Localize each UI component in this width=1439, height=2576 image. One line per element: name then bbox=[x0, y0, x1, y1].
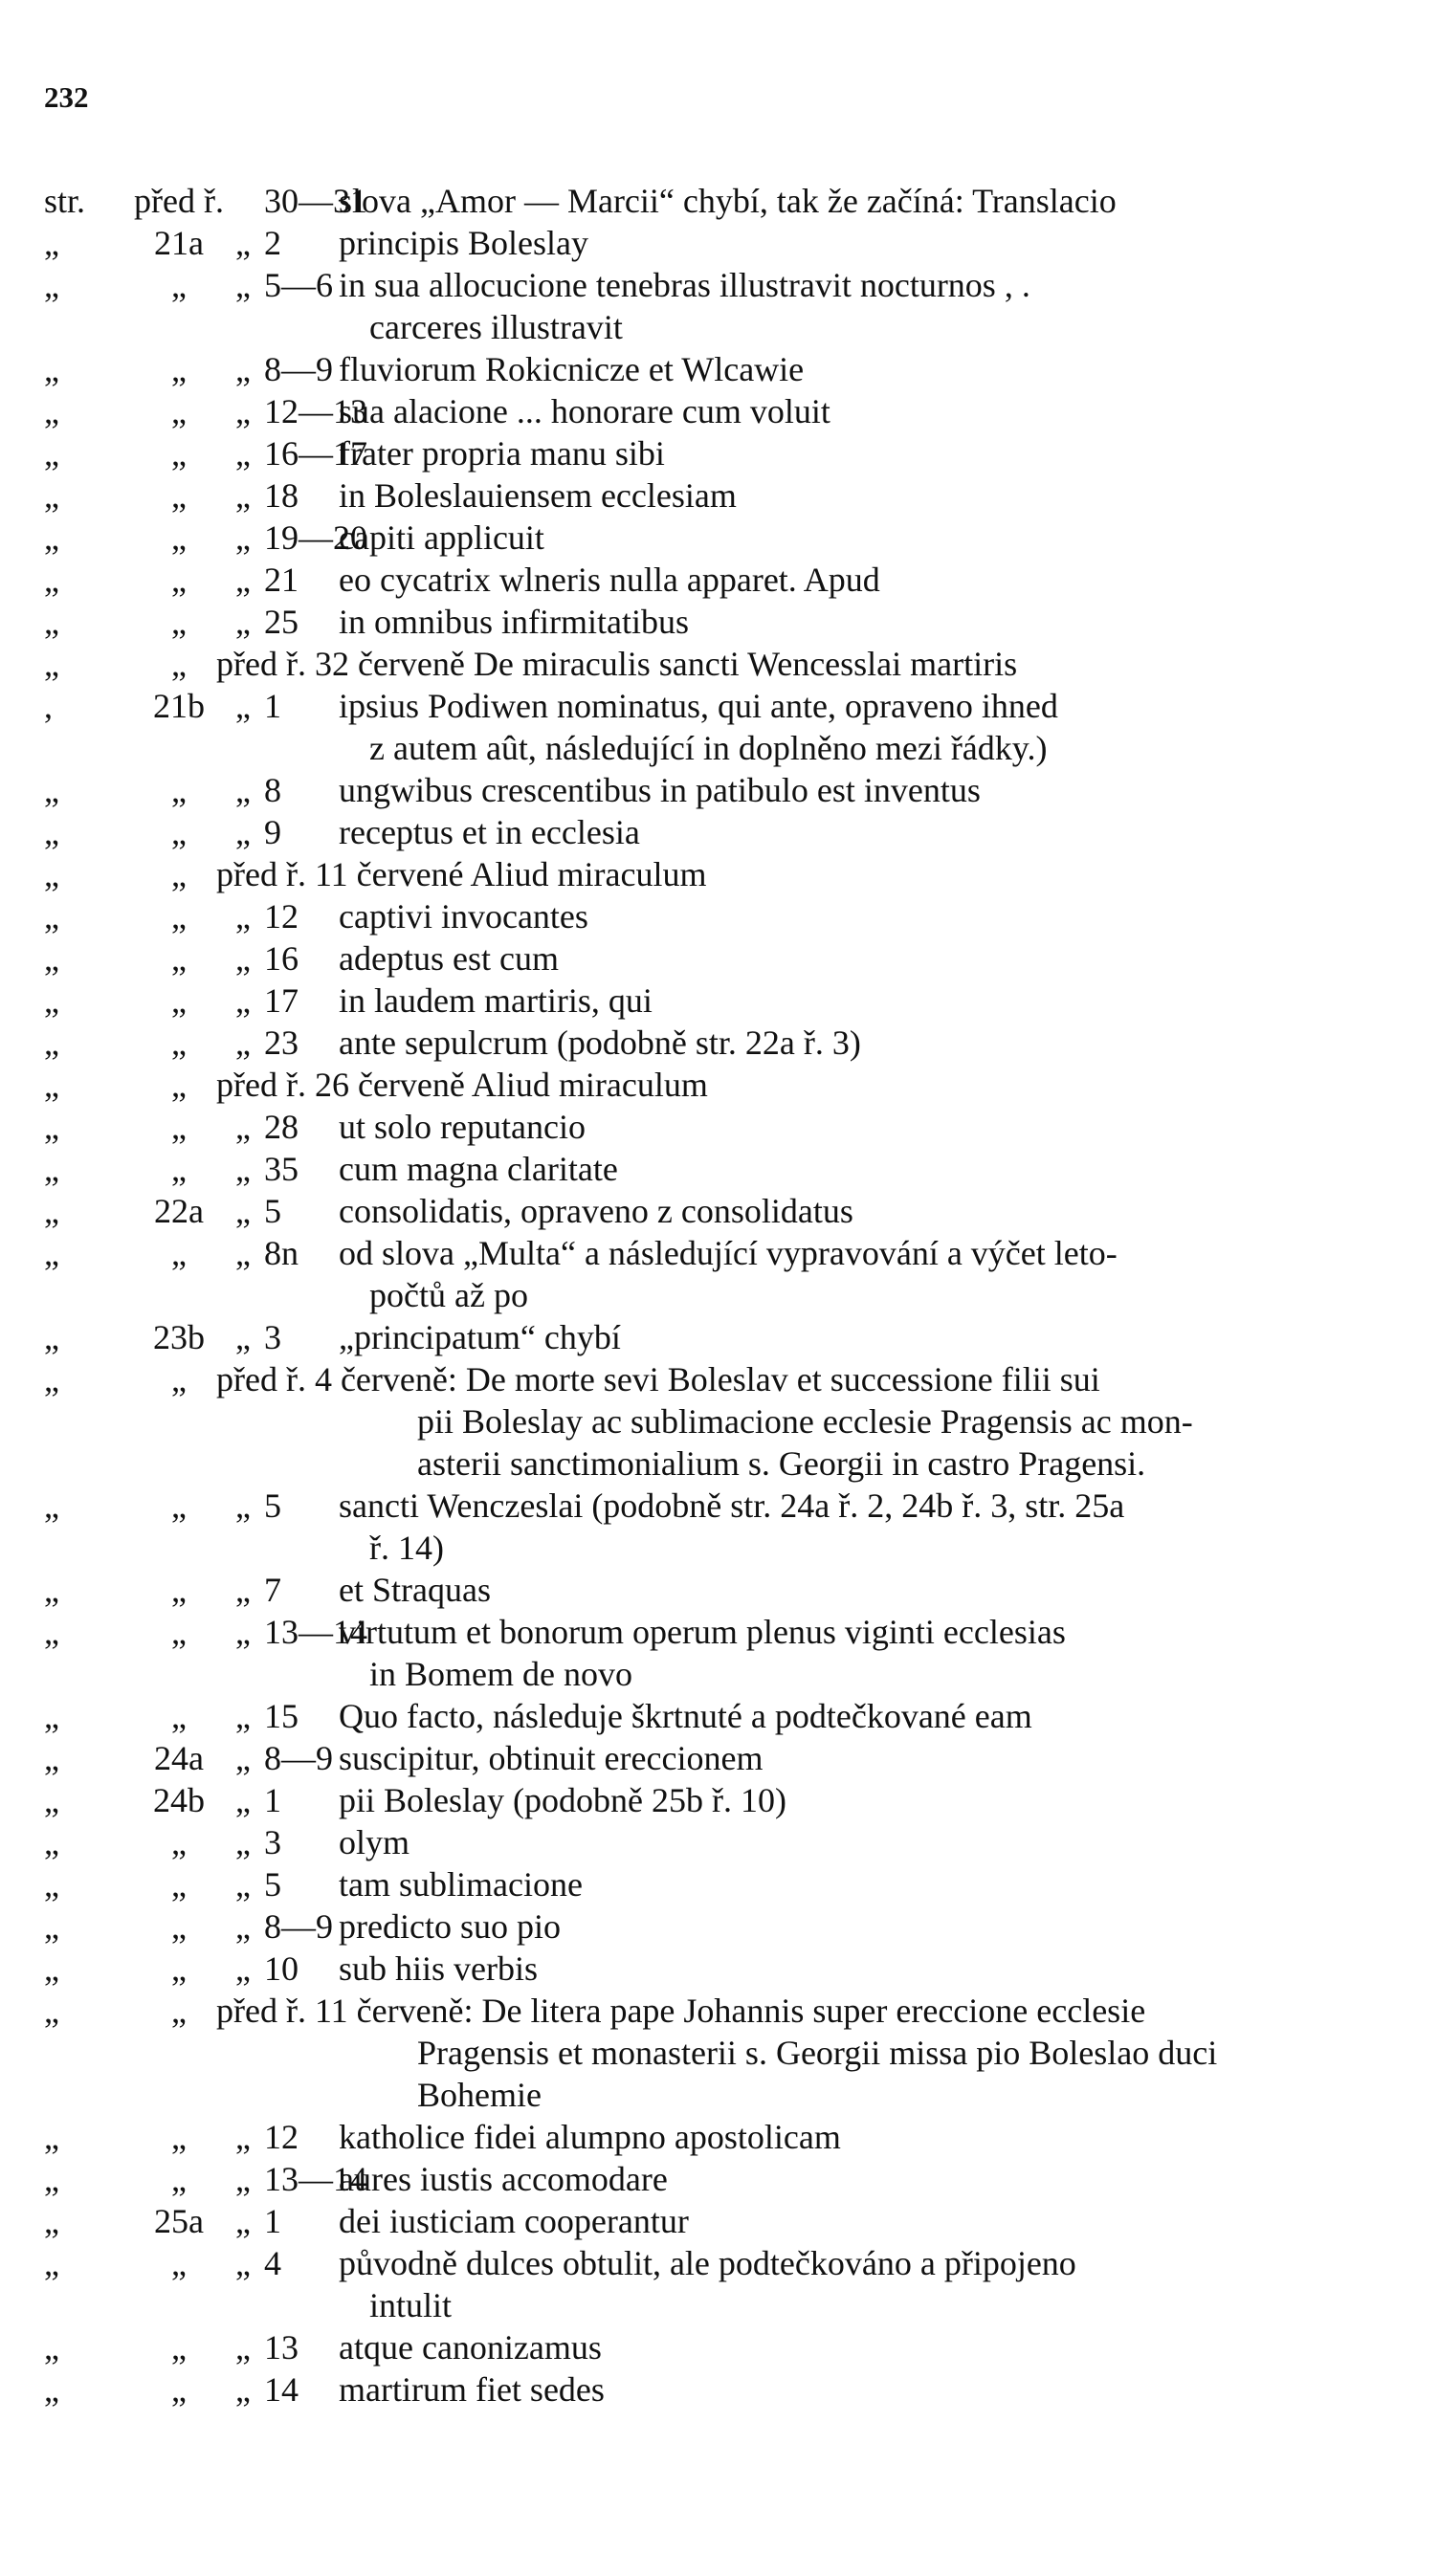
ditto-mark: „ bbox=[235, 350, 251, 388]
row-prefix: „ bbox=[44, 1024, 59, 1062]
ditto-mark: „ bbox=[235, 2244, 251, 2282]
continuation-text: pii Boleslay ac sublimacione ecclesie Pragensis ac mon- bbox=[417, 1402, 1193, 1441]
continuation-text: ř. 14) bbox=[369, 1529, 444, 1567]
row-prefix: „ bbox=[44, 2202, 59, 2240]
heading-note: před ř. 26 červeně Aliud miraculum bbox=[216, 1066, 708, 1104]
errata-row bbox=[44, 2032, 1403, 2074]
ditto-mark: „ bbox=[235, 1024, 251, 1062]
row-prefix: „ bbox=[44, 1781, 59, 1819]
ditto-mark: „ bbox=[235, 1823, 251, 1861]
errata-row bbox=[44, 1358, 1403, 1400]
line-ref: 8n bbox=[264, 1234, 299, 1272]
row-prefix: „ bbox=[44, 645, 59, 683]
page-ref: „ bbox=[171, 603, 187, 641]
page-ref: „ bbox=[171, 434, 187, 473]
page-ref: „ bbox=[171, 2244, 187, 2282]
line-ref: 18 bbox=[264, 476, 299, 515]
row-prefix: „ bbox=[44, 1066, 59, 1104]
ditto-mark: „ bbox=[235, 603, 251, 641]
row-prefix: „ bbox=[44, 392, 59, 430]
row-prefix: „ bbox=[44, 2370, 59, 2409]
correction-text: in laudem martiris, qui bbox=[339, 981, 653, 1020]
page-ref: „ bbox=[171, 981, 187, 1020]
page-ref: „ bbox=[171, 2118, 187, 2156]
line-ref: 3 bbox=[264, 1318, 281, 1356]
page-number: 232 bbox=[44, 80, 89, 114]
correction-text: eo cycatrix wlneris nulla apparet. Apud bbox=[339, 561, 880, 599]
correction-text: cum magna claritate bbox=[339, 1150, 618, 1188]
line-ref: 5—6 bbox=[264, 266, 333, 304]
line-ref: 12 bbox=[264, 2118, 299, 2156]
page-ref: „ bbox=[171, 350, 187, 388]
correction-text: in sua allocucione tenebras illustravit nocturnos , . bbox=[339, 266, 1030, 304]
correction-text: ipsius Podiwen nominatus, qui ante, opraveno ihned bbox=[339, 687, 1058, 725]
correction-text: receptus et in ecclesia bbox=[339, 813, 640, 851]
continuation-text: Pragensis et monasterii s. Georgii missa pio Boleslao duci bbox=[417, 2034, 1218, 2072]
page-ref: „ bbox=[171, 1150, 187, 1188]
errata-row bbox=[44, 432, 1403, 474]
page-ref: „ bbox=[171, 1992, 187, 2030]
continuation-text: intulit bbox=[369, 2286, 453, 2324]
page-ref: 25a bbox=[154, 2202, 204, 2240]
continuation-text: in Bomem de novo bbox=[369, 1655, 632, 1693]
row-prefix: „ bbox=[44, 1739, 59, 1777]
errata-row bbox=[44, 390, 1403, 432]
heading-note: před ř. 11 červeně: De litera pape Johannis super ereccione ecclesie bbox=[216, 1992, 1146, 2030]
page-ref: „ bbox=[171, 1108, 187, 1146]
page-ref: „ bbox=[171, 1907, 187, 1946]
ditto-mark: „ bbox=[235, 1571, 251, 1609]
row-prefix: „ bbox=[44, 1823, 59, 1861]
continuation-text: asterii sanctimonialium s. Georgii in castro Pragensi. bbox=[417, 1444, 1146, 1483]
row-prefix: „ bbox=[44, 1108, 59, 1146]
line-ref: 12 bbox=[264, 897, 299, 936]
line-ref: 13—14 bbox=[264, 1613, 367, 1651]
ditto-mark: „ bbox=[235, 1108, 251, 1146]
page-ref: „ bbox=[171, 266, 187, 304]
page-ref: „ bbox=[171, 561, 187, 599]
ditto-mark: „ bbox=[235, 813, 251, 851]
ditto-mark: „ bbox=[235, 1192, 251, 1230]
page-ref: „ bbox=[171, 1865, 187, 1904]
correction-text: capiti applicuit bbox=[339, 518, 544, 557]
errata-row bbox=[44, 1905, 1403, 1948]
row-prefix: str. bbox=[44, 182, 86, 220]
errata-row bbox=[44, 643, 1403, 685]
page-ref: 21a bbox=[154, 224, 204, 262]
errata-row bbox=[44, 1948, 1403, 1990]
row-prefix: „ bbox=[44, 518, 59, 557]
errata-row bbox=[44, 1611, 1403, 1653]
row-prefix: „ bbox=[44, 1360, 59, 1398]
errata-row bbox=[44, 2368, 1403, 2411]
row-prefix: „ bbox=[44, 2328, 59, 2367]
row-prefix: „ bbox=[44, 2118, 59, 2156]
errata-row bbox=[44, 306, 1403, 348]
row-prefix: „ bbox=[44, 813, 59, 851]
heading-note: před ř. 4 červeně: De morte sevi Boleslav et successione filii sui bbox=[216, 1360, 1100, 1398]
correction-text: frater propria manu sibi bbox=[339, 434, 665, 473]
correction-text: sancti Wenczeslai (podobně str. 24a ř. 2, 24b ř. 3, str. 25a bbox=[339, 1486, 1125, 1525]
correction-text: „principatum“ chybí bbox=[339, 1318, 621, 1356]
ditto-mark: „ bbox=[235, 1907, 251, 1946]
errata-row bbox=[44, 1653, 1403, 1695]
ditto-mark: „ bbox=[235, 981, 251, 1020]
errata-row bbox=[44, 727, 1403, 769]
page-ref: „ bbox=[171, 518, 187, 557]
errata-row bbox=[44, 601, 1403, 643]
row-prefix: „ bbox=[44, 1697, 59, 1735]
row-prefix: „ bbox=[44, 1234, 59, 1272]
correction-text: et Straquas bbox=[339, 1571, 491, 1609]
ditto-mark: „ bbox=[235, 434, 251, 473]
errata-row bbox=[44, 1527, 1403, 1569]
row-prefix: „ bbox=[44, 603, 59, 641]
page-ref: „ bbox=[171, 1571, 187, 1609]
correction-text: ante sepulcrum (podobně str. 22a ř. 3) bbox=[339, 1024, 861, 1062]
line-ref: 35 bbox=[264, 1150, 299, 1188]
ditto-mark: „ bbox=[235, 771, 251, 809]
correction-text: captivi invocantes bbox=[339, 897, 588, 936]
page-ref: „ bbox=[171, 1486, 187, 1525]
ditto-mark: „ bbox=[235, 1486, 251, 1525]
errata-row bbox=[44, 2158, 1403, 2200]
page-ref: „ bbox=[171, 392, 187, 430]
errata-row bbox=[44, 1442, 1403, 1485]
line-ref: 1 bbox=[264, 1781, 281, 1819]
errata-row bbox=[44, 1064, 1403, 1106]
line-ref: 9 bbox=[264, 813, 281, 851]
errata-row bbox=[44, 1106, 1403, 1148]
errata-row bbox=[44, 2326, 1403, 2368]
ditto-mark: „ bbox=[235, 2328, 251, 2367]
ditto-mark: „ bbox=[235, 939, 251, 978]
row-prefix: „ bbox=[44, 1907, 59, 1946]
page-ref: „ bbox=[171, 645, 187, 683]
line-ref: 21 bbox=[264, 561, 299, 599]
line-ref: 25 bbox=[264, 603, 299, 641]
line-ref: 15 bbox=[264, 1697, 299, 1735]
continuation-text: počtů až po bbox=[369, 1276, 528, 1314]
continuation-text: carceres illustravit bbox=[369, 308, 623, 346]
errata-row bbox=[44, 559, 1403, 601]
errata-row bbox=[44, 2242, 1403, 2284]
page-ref: „ bbox=[171, 1234, 187, 1272]
page-ref: 24a bbox=[154, 1739, 204, 1777]
errata-row bbox=[44, 685, 1403, 727]
errata-row bbox=[44, 1569, 1403, 1611]
line-ref: 7 bbox=[264, 1571, 281, 1609]
ditto-mark: „ bbox=[235, 687, 251, 725]
correction-text: aures iustis accomodare bbox=[339, 2160, 668, 2198]
errata-row bbox=[44, 222, 1403, 264]
line-ref: 13 bbox=[264, 2328, 299, 2367]
row-prefix: „ bbox=[44, 1192, 59, 1230]
page-ref: „ bbox=[171, 939, 187, 978]
page-ref: „ bbox=[171, 1066, 187, 1104]
page-ref: 21b bbox=[153, 687, 205, 725]
line-ref: 5 bbox=[264, 1192, 281, 1230]
ditto-mark: „ bbox=[235, 1234, 251, 1272]
correction-text: původně dulces obtulit, ale podtečkováno a připojeno bbox=[339, 2244, 1076, 2282]
errata-row bbox=[44, 180, 1403, 222]
line-ref: 12—13 bbox=[264, 392, 367, 430]
errata-row bbox=[44, 1485, 1403, 1527]
page-ref: „ bbox=[171, 1697, 187, 1735]
ditto-mark: „ bbox=[235, 1781, 251, 1819]
correction-text: suscipitur, obtinuit ereccionem bbox=[339, 1739, 764, 1777]
errata-row bbox=[44, 474, 1403, 517]
ditto-mark: „ bbox=[235, 561, 251, 599]
page-ref: před ř. bbox=[134, 182, 224, 220]
errata-row bbox=[44, 853, 1403, 895]
line-ref: 30—31 bbox=[264, 182, 367, 220]
row-prefix: „ bbox=[44, 981, 59, 1020]
row-prefix: „ bbox=[44, 1613, 59, 1651]
row-prefix: „ bbox=[44, 771, 59, 809]
row-prefix: „ bbox=[44, 1571, 59, 1609]
page-ref: „ bbox=[171, 1949, 187, 1988]
errata-row bbox=[44, 1148, 1403, 1190]
line-ref: 4 bbox=[264, 2244, 281, 2282]
continuation-text: Bohemie bbox=[417, 2076, 542, 2114]
page-ref: 22a bbox=[154, 1192, 204, 1230]
ditto-mark: „ bbox=[235, 2118, 251, 2156]
errata-row bbox=[44, 1232, 1403, 1274]
page-ref: „ bbox=[171, 1024, 187, 1062]
errata-list bbox=[44, 180, 1403, 2411]
errata-row bbox=[44, 1737, 1403, 1779]
ditto-mark: „ bbox=[235, 2160, 251, 2198]
line-ref: 8—9 bbox=[264, 1907, 333, 1946]
row-prefix: „ bbox=[44, 266, 59, 304]
correction-text: tam sublimacione bbox=[339, 1865, 583, 1904]
errata-row bbox=[44, 1779, 1403, 1821]
line-ref: 13—14 bbox=[264, 2160, 367, 2198]
errata-row bbox=[44, 2284, 1403, 2326]
page-ref: 23b bbox=[153, 1318, 205, 1356]
ditto-mark: „ bbox=[235, 266, 251, 304]
ditto-mark: „ bbox=[235, 2202, 251, 2240]
correction-text: consolidatis, opraveno z consolidatus bbox=[339, 1192, 853, 1230]
ditto-mark: „ bbox=[235, 2370, 251, 2409]
errata-row bbox=[44, 1990, 1403, 2032]
errata-row bbox=[44, 980, 1403, 1022]
row-prefix: „ bbox=[44, 476, 59, 515]
line-ref: 23 bbox=[264, 1024, 299, 1062]
correction-text: in Boleslauiensem ecclesiam bbox=[339, 476, 737, 515]
page-ref: „ bbox=[171, 476, 187, 515]
errata-row bbox=[44, 348, 1403, 390]
ditto-mark: „ bbox=[235, 1150, 251, 1188]
errata-row bbox=[44, 2116, 1403, 2158]
line-ref: 8—9 bbox=[264, 350, 333, 388]
page-ref: „ bbox=[171, 2160, 187, 2198]
errata-row bbox=[44, 1022, 1403, 1064]
correction-text: predicto suo pio bbox=[339, 1907, 561, 1946]
line-ref: 5 bbox=[264, 1865, 281, 1904]
line-ref: 3 bbox=[264, 1823, 281, 1861]
errata-row bbox=[44, 264, 1403, 306]
errata-row bbox=[44, 2200, 1403, 2242]
line-ref: 14 bbox=[264, 2370, 299, 2409]
page-ref: „ bbox=[171, 1823, 187, 1861]
errata-row bbox=[44, 1400, 1403, 1442]
line-ref: 10 bbox=[264, 1949, 299, 1988]
correction-text: dei iusticiam cooperantur bbox=[339, 2202, 689, 2240]
ditto-mark: „ bbox=[235, 476, 251, 515]
correction-text: virtutum et bonorum operum plenus viginti ecclesias bbox=[339, 1613, 1066, 1651]
errata-row bbox=[44, 1695, 1403, 1737]
ditto-mark: „ bbox=[235, 1613, 251, 1651]
errata-row bbox=[44, 1316, 1403, 1358]
row-prefix: „ bbox=[44, 897, 59, 936]
correction-text: sub hiis verbis bbox=[339, 1949, 539, 1988]
correction-text: slova „Amor — Marcii“ chybí, tak že začíná: Translacio bbox=[339, 182, 1117, 220]
correction-text: martirum fiet sedes bbox=[339, 2370, 605, 2409]
line-ref: 2 bbox=[264, 224, 281, 262]
line-ref: 8 bbox=[264, 771, 281, 809]
line-ref: 1 bbox=[264, 687, 281, 725]
row-prefix: „ bbox=[44, 1318, 59, 1356]
row-prefix: „ bbox=[44, 1949, 59, 1988]
line-ref: 5 bbox=[264, 1486, 281, 1525]
row-prefix: „ bbox=[44, 2244, 59, 2282]
heading-note: před ř. 11 červené Aliud miraculum bbox=[216, 855, 707, 893]
correction-text: adeptus est cum bbox=[339, 939, 559, 978]
row-prefix: „ bbox=[44, 939, 59, 978]
correction-text: fluviorum Rokicnicze et Wlcawie bbox=[339, 350, 805, 388]
row-prefix: , bbox=[44, 687, 53, 725]
page-ref: „ bbox=[171, 2328, 187, 2367]
correction-text: od slova „Multa“ a následující vypravování a výčet leto- bbox=[339, 1234, 1118, 1272]
page-ref: „ bbox=[171, 897, 187, 936]
line-ref: 19—20 bbox=[264, 518, 367, 557]
ditto-mark: „ bbox=[235, 518, 251, 557]
page-ref: „ bbox=[171, 2370, 187, 2409]
line-ref: 16—17 bbox=[264, 434, 367, 473]
heading-note: před ř. 32 červeně De miraculis sancti Wencesslai martiris bbox=[216, 645, 1018, 683]
row-prefix: „ bbox=[44, 2160, 59, 2198]
page-ref: „ bbox=[171, 1360, 187, 1398]
line-ref: 8—9 bbox=[264, 1739, 333, 1777]
line-ref: 16 bbox=[264, 939, 299, 978]
ditto-mark: „ bbox=[235, 1865, 251, 1904]
errata-row bbox=[44, 517, 1403, 559]
row-prefix: „ bbox=[44, 434, 59, 473]
correction-text: katholice fidei alumpno apostolicam bbox=[339, 2118, 841, 2156]
ditto-mark: „ bbox=[235, 1318, 251, 1356]
correction-text: ungwibus crescentibus in patibulo est inventus bbox=[339, 771, 981, 809]
page-ref: „ bbox=[171, 1613, 187, 1651]
errata-row bbox=[44, 1274, 1403, 1316]
page-ref: „ bbox=[171, 813, 187, 851]
errata-row bbox=[44, 1863, 1403, 1905]
row-prefix: „ bbox=[44, 1150, 59, 1188]
ditto-mark: „ bbox=[235, 897, 251, 936]
errata-row bbox=[44, 1821, 1403, 1863]
errata-row bbox=[44, 2074, 1403, 2116]
correction-text: Quo facto, následuje škrtnuté a podtečkované eam bbox=[339, 1697, 1032, 1735]
errata-row bbox=[44, 769, 1403, 811]
errata-row bbox=[44, 895, 1403, 937]
errata-row bbox=[44, 1190, 1403, 1232]
ditto-mark: „ bbox=[235, 1739, 251, 1777]
correction-text: ut solo reputancio bbox=[339, 1108, 586, 1146]
row-prefix: „ bbox=[44, 1992, 59, 2030]
row-prefix: „ bbox=[44, 350, 59, 388]
row-prefix: „ bbox=[44, 855, 59, 893]
errata-row bbox=[44, 937, 1403, 980]
line-ref: 17 bbox=[264, 981, 299, 1020]
ditto-mark: „ bbox=[235, 392, 251, 430]
correction-text: sua alacione ... honorare cum voluit bbox=[339, 392, 830, 430]
line-ref: 28 bbox=[264, 1108, 299, 1146]
continuation-text: z autem aût, následující in doplněno mezi řádky.) bbox=[369, 729, 1048, 767]
ditto-mark: „ bbox=[235, 224, 251, 262]
correction-text: olym bbox=[339, 1823, 410, 1861]
errata-row bbox=[44, 811, 1403, 853]
ditto-mark: „ bbox=[235, 1949, 251, 1988]
correction-text: atque canonizamus bbox=[339, 2328, 602, 2367]
page-ref: „ bbox=[171, 855, 187, 893]
row-prefix: „ bbox=[44, 1865, 59, 1904]
correction-text: pii Boleslay (podobně 25b ř. 10) bbox=[339, 1781, 786, 1819]
correction-text: principis Boleslay bbox=[339, 224, 588, 262]
page-ref: „ bbox=[171, 771, 187, 809]
row-prefix: „ bbox=[44, 1486, 59, 1525]
correction-text: in omnibus infirmitatibus bbox=[339, 603, 689, 641]
ditto-mark: „ bbox=[235, 1697, 251, 1735]
line-ref: 1 bbox=[264, 2202, 281, 2240]
row-prefix: „ bbox=[44, 561, 59, 599]
row-prefix: „ bbox=[44, 224, 59, 262]
page-ref: 24b bbox=[153, 1781, 205, 1819]
